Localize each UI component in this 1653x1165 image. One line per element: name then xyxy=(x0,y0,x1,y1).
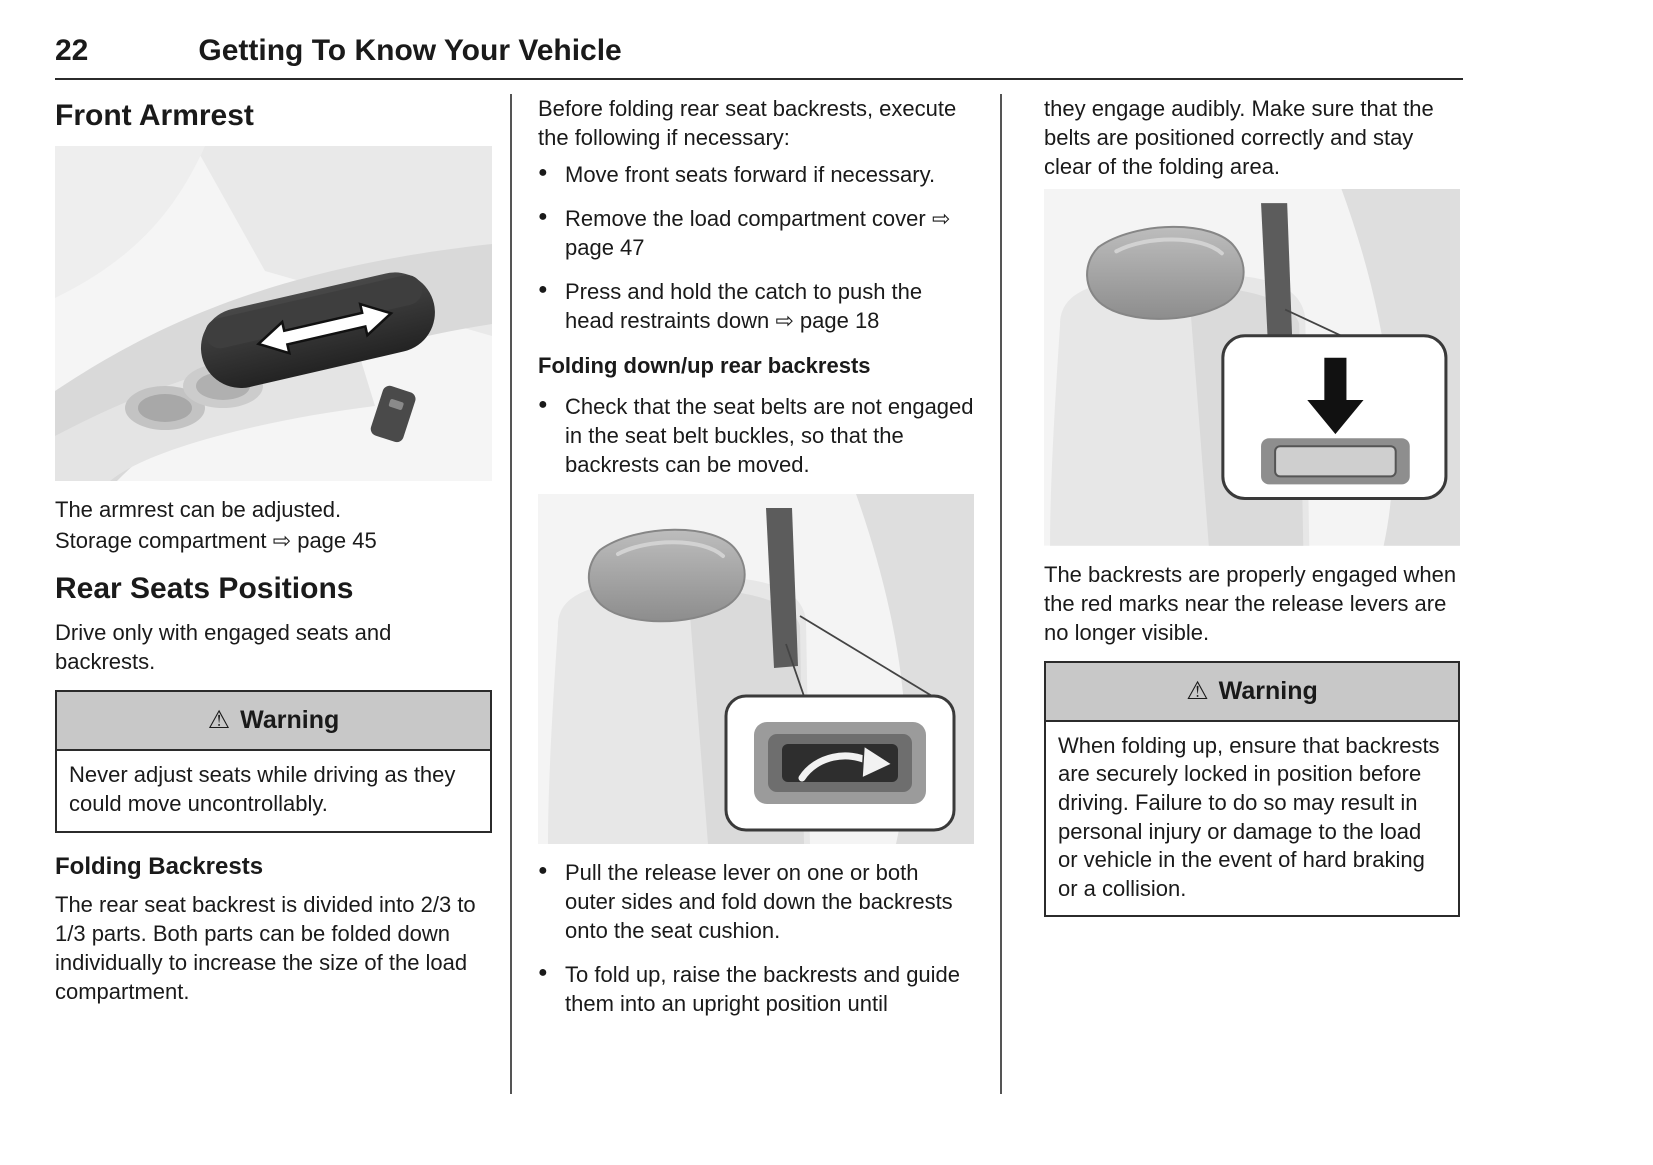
release-lever-illustration xyxy=(538,494,974,844)
subheading-folding-backrests: Folding Backrests xyxy=(55,852,264,880)
section-heading-front-armrest: Front Armrest xyxy=(55,99,254,132)
fold-prep-list xyxy=(538,160,974,335)
list-item: ● Pull the release lever on one or both outer sides and fold down the backrests onto the seat cushion. xyxy=(538,858,974,945)
warning-header xyxy=(1044,661,1460,722)
subheading-folding-down-up: Folding down/up rear backrests xyxy=(538,353,871,379)
warning-icon: ⚠ xyxy=(207,706,231,735)
page-content xyxy=(55,94,1463,1136)
fold-action-list xyxy=(538,858,974,1018)
rear-seats-intro: Drive only with engaged seats and backrests. xyxy=(55,620,392,675)
fold-up-latch-illustration-svg xyxy=(1044,189,1460,546)
engaged-text: The backrests are properly engaged when the red marks near the release levers are no longer visible. xyxy=(1044,561,1457,645)
fold-up-latch-illustration xyxy=(1044,189,1460,546)
fold-up-continuation: they engage audibly. Make sure that the belts are positioned correctly and stay clear of the folding area. xyxy=(1044,96,1434,180)
list-item: ● Remove the load compartment cover ⇨ page 47 xyxy=(538,204,974,262)
section-heading-rear-seats: Rear Seats Positions xyxy=(55,571,354,605)
folding-backrests-text: The rear seat backrest is divided into 2/3 to 1/3 parts. Both parts can be folded down individually to increase the size of the load compartment. xyxy=(55,892,476,1005)
warning-box-adjust-seats xyxy=(55,690,492,832)
armrest-caption-line2: Storage compartment ⇨ page 45 xyxy=(55,527,377,553)
warning-title: Warning xyxy=(1218,676,1318,705)
list-item: ● To fold up, raise the backrests and guide them into an upright position until xyxy=(538,960,974,1018)
warning-body-text: When folding up, ensure that backrests are securely locked in position before driving. Failure to do so may result in personal injury or damage to the load or vehicle in the event of hard braking or a collision. xyxy=(1044,722,1460,918)
list-item: ● Move front seats forward if necessary. xyxy=(538,160,974,189)
armrest-caption-line1: The armrest can be adjusted. xyxy=(55,496,342,522)
warning-icon: ⚠ xyxy=(1186,676,1209,705)
front-armrest-illustration-svg xyxy=(55,146,492,481)
release-lever-illustration-svg xyxy=(538,494,974,844)
page-number: 22 xyxy=(55,34,89,67)
column-middle xyxy=(512,94,1000,1136)
warning-box-fold-up xyxy=(1044,661,1460,918)
running-header xyxy=(55,34,1463,80)
fold-prep-intro: Before folding rear seat backrests, execute the following if necessary: xyxy=(538,96,957,151)
warning-header xyxy=(55,690,492,751)
warning-title: Warning xyxy=(240,706,340,735)
column-left xyxy=(55,94,510,1136)
warning-body-text: Never adjust seats while driving as they could move uncontrollably. xyxy=(55,751,492,832)
front-armrest-illustration xyxy=(55,146,492,481)
chapter-title: Getting To Know Your Vehicle xyxy=(198,34,622,67)
list-item: ● Check that the seat belts are not engaged in the seat belt buckles, so that the backrests can be moved. xyxy=(538,392,974,479)
check-belts-list xyxy=(538,392,974,479)
list-item: ● Press and hold the catch to push the head restraints down ⇨ page 18 xyxy=(538,277,974,335)
column-right xyxy=(1002,94,1460,1136)
